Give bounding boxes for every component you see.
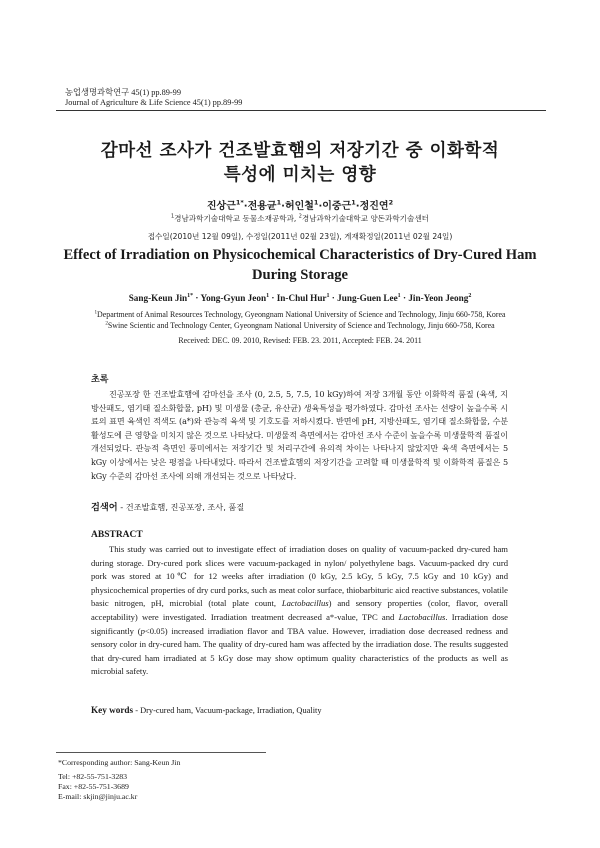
korean-keywords	[91, 499, 521, 513]
english-affiliation-1: $^1$Department of Animal Resources Technology, Gyeongnam National University of Science and Technology, Jinju 660-758, Korea	[94, 309, 506, 319]
english-title-line2: During Storage	[251, 267, 349, 283]
footnote-fax: Fax: +82-55-751-3689	[58, 782, 129, 791]
header-rule	[56, 110, 546, 111]
english-authors: Sang-Keun Jin$^{1*}$ · Yong-Gyun Jeon$^1$ · In-Chul Hur$^1$ · Jung-Guen Lee$^1$ · Jin-Yeon Jeong$^2$	[128, 292, 472, 303]
korean-keywords-label: 검색어	[91, 502, 118, 513]
footnote-tel: Tel: +82-55-751-3283	[58, 772, 128, 781]
english-title-line1: Effect of Irradiation on Physicochemical Characteristics of Dry-Cured Ham	[63, 247, 537, 263]
footnote-rule	[56, 752, 266, 753]
korean-keywords-value: - 건조발효햄, 진공포장, 조사, 품질	[117, 502, 245, 512]
korean-author-5: 정진연	[359, 201, 389, 212]
korean-abstract-heading: 초록	[91, 375, 109, 385]
korean-authors: 진상근$^{1*}$·전용균$^1$·허인철$^1$·이중근$^1$·정진연$^2$	[206, 198, 394, 212]
journal-english: Journal of Agriculture & Life Science 45(1) pp.89-99	[65, 98, 243, 107]
english-affiliation-2: $^2$Swine Scientic and Technology Center, Gyeongnam National University of Science and Technology, Jinju 660-758, Korea	[105, 320, 495, 330]
korean-affiliations: $^1$경남과학기술대학교 동물소재공학과, $^2$경남과학기술대학교 양돈과학기술센터	[170, 213, 430, 223]
footnote-email: E-mail: skjin@jinju.ac.kr	[58, 792, 138, 801]
english-author-5: Jin-Yeon Jeong	[408, 293, 469, 303]
english-author-4: Jung-Guen Lee	[337, 293, 398, 303]
korean-author-2: 전용균	[247, 201, 277, 212]
korean-author-1: 진상근	[206, 201, 236, 212]
korean-author-4: 이중근	[322, 201, 352, 212]
korean-title-line1: 감마선 조사가 건조발효햄의 저장기간 중 이화학적	[100, 141, 500, 161]
english-keywords-value: - Dry-cured ham, Vacuum-package, Irradiation, Quality	[133, 706, 322, 715]
korean-abstract-body: 진공포장 한 건조발효햄에 감마선을 조사 (0, 2.5, 5, 7.5, 10 kGy)하여 저장 3개월 동안 이화학적 품질 (육색, 지방산패도, 염기태 질소화합물, pH) 및 미생물 (총균, 유산균) 생육특성을 평가하였다. 감마선 조사는 선량이 높을수록 시료의 표면 육색인 적색도 (a*)와 관능적 육색 및 기호도를 저하시켰다. 반면에 pH, 지방산패도, 염기태 질소화합물, 수분활성도에 큰 영향을 미치지 않은 것으로 나타났다. 미생물적 측면에서는 감마선 조사 수준이 높을수록 미생물학적 품질이 개선되었다. 관능적 측면인 풍미에서는 저장기간 및 처리구간에 유의적 차이는 나타나지 않았지만 육색 측면에서는 5 kGy 이상에서는 낮은 평점을 나타내었다. 따라서 건조발효햄의 저장기간을 고려할 때 미생물학적 및 이화학적 품질은 5 kGy 수준의 감마선 조사에 의해 개선되는 것으로 나타났다.	[91, 389, 508, 481]
english-keywords-label: Key words	[91, 705, 134, 715]
korean-title-line2: 특성에 미치는 영향	[223, 165, 377, 185]
english-author-3: In-Chul Hur	[276, 293, 327, 303]
korean-author-3: 허인철	[284, 201, 314, 212]
english-affiliations	[40, 309, 560, 331]
english-abstract-body: This study was carried out to investigate effect of irradiation doses on quality of vacuum-packed dry-cured ham during storage. Dry-cured pork slices were vacuum-packaged in nylon/ polyethylene bags. Vacuum-packed dry curd pork was stored at 10℃ for 12 weeks after irradiation (0 kGy, 2.5 kGy, 5 kGy, 7.5 kGy and 10 kGy) and physicochemical properties of dry curd porks, such as meat color surface, thiobarbituric aicd reactive substances, volatile basic nitrogen, pH, microbial (total plate count, Lactobacillus) and sensory properties (color, flavor, overall acceptability) were investigated. Irradiation treatment decreased a*-value, TPC and Lactobacillus. Irradiation dose significantly (p<0.05) increased irradiation flavor and TBA value. However, irradiation dose decreased redness and sensory color in dry-cured ham. The quality of dry-cured ham was affected by the irradiation dose. The results suggested that dry-cured ham irradiated at 5 kGy dose may show optimum quality characteristics of the products as well as microbial safety.	[91, 544, 508, 677]
english-abstract-heading: ABSTRACT	[91, 530, 143, 540]
journal-korean: 농업생명과학연구 45(1) pp.89-99	[65, 88, 181, 97]
english-keywords	[91, 705, 521, 715]
english-author-1: Sang-Keun Jin	[128, 293, 188, 303]
english-author-2: Yong-Gyun Jeon	[200, 293, 267, 303]
korean-dates: 접수일(2010년 12월 09일), 수정일(2011년 02월 23일), 게재확정일(2011년 02월 24일)	[147, 232, 453, 241]
footnote-corresponding: *Corresponding author: Sang-Keun Jin	[58, 758, 181, 767]
english-dates: Received: DEC. 09. 2010, Revised: FEB. 23. 2011, Accepted: FEB. 24. 2011	[178, 336, 422, 345]
